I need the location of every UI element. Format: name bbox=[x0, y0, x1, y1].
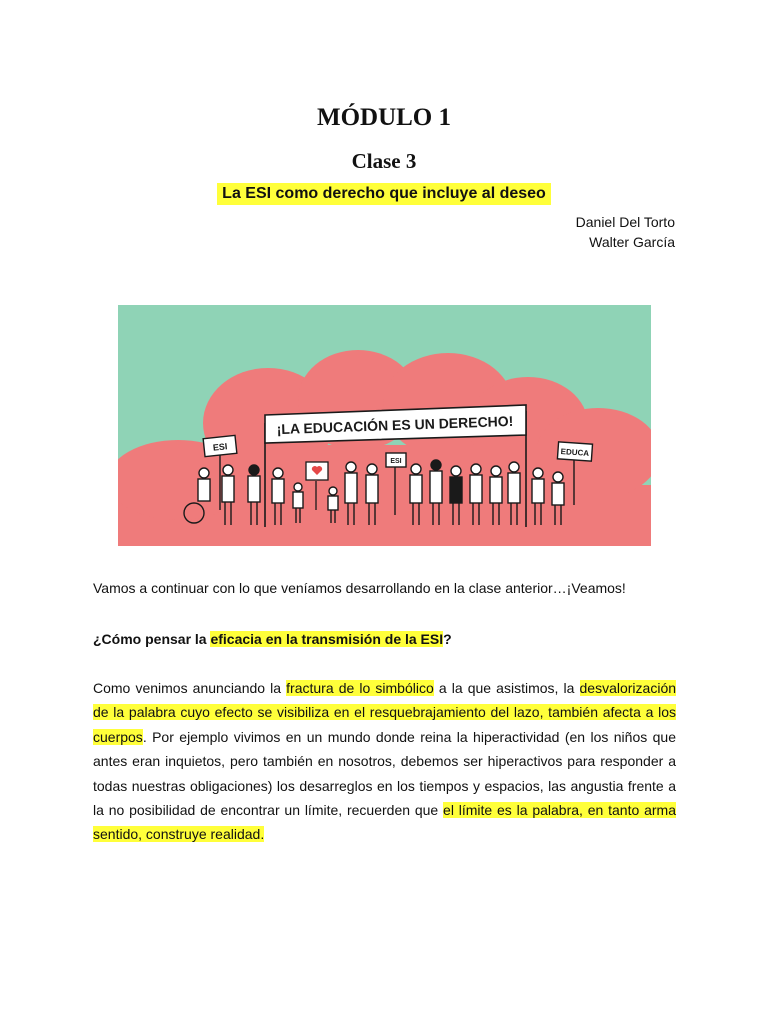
body-text-3: . Por ejemplo vivimos en un mundo donde reina la hiperactividad (en los niños que antes eran inquietos, pero también en nosotros, debemos ser hiperactivos para responder a todas nuestras obligaciones) los desarreglos en los tiempos y espacios, las angustia frente a la no posibilidad de encontrar un límite, recuerden que bbox=[93, 728, 676, 819]
body-text-1: Como venimos anunciando la bbox=[93, 680, 287, 696]
intro-paragraph: Vamos a continuar con lo que veníamos desarrollando en la clase anterior…¡Veamos! bbox=[93, 580, 626, 596]
topic-heading: La ESI como derecho que incluye al deseo bbox=[217, 183, 551, 205]
body-paragraph bbox=[93, 676, 676, 847]
sign-right-text: EDUCA bbox=[560, 447, 590, 458]
question-heading bbox=[93, 627, 676, 651]
sign-middle-text: ESI bbox=[390, 458, 402, 465]
topic-heading-wrap bbox=[0, 183, 768, 205]
sign-left-text: ESI bbox=[212, 441, 228, 453]
author-2: Walter García bbox=[589, 234, 675, 250]
author-1: Daniel Del Torto bbox=[575, 214, 675, 230]
banner-text: ¡LA EDUCACIÓN ES UN DERECHO! bbox=[276, 412, 514, 438]
body-highlight-3: el límite es la palabra, en tanto arma sentido, construye realidad. bbox=[93, 802, 676, 843]
body-highlight-2: desvalorización de la palabra cuyo efecto se visibiliza en el resquebrajamiento del lazo, también afecta a los cuerpos bbox=[93, 680, 677, 745]
body-highlight-1: fractura de lo simbólico bbox=[286, 680, 434, 696]
question-highlight: eficacia en la transmisión de la ESI bbox=[210, 631, 444, 647]
protest-illustration bbox=[118, 305, 651, 546]
module-title: MÓDULO 1 bbox=[316, 104, 452, 131]
body-text-2: a la que asistimos, la bbox=[433, 680, 580, 696]
authors bbox=[576, 212, 675, 252]
question-suffix: ? bbox=[443, 631, 452, 647]
class-subtitle: Clase 3 bbox=[351, 149, 417, 173]
question-prefix: ¿Cómo pensar la bbox=[93, 631, 211, 647]
